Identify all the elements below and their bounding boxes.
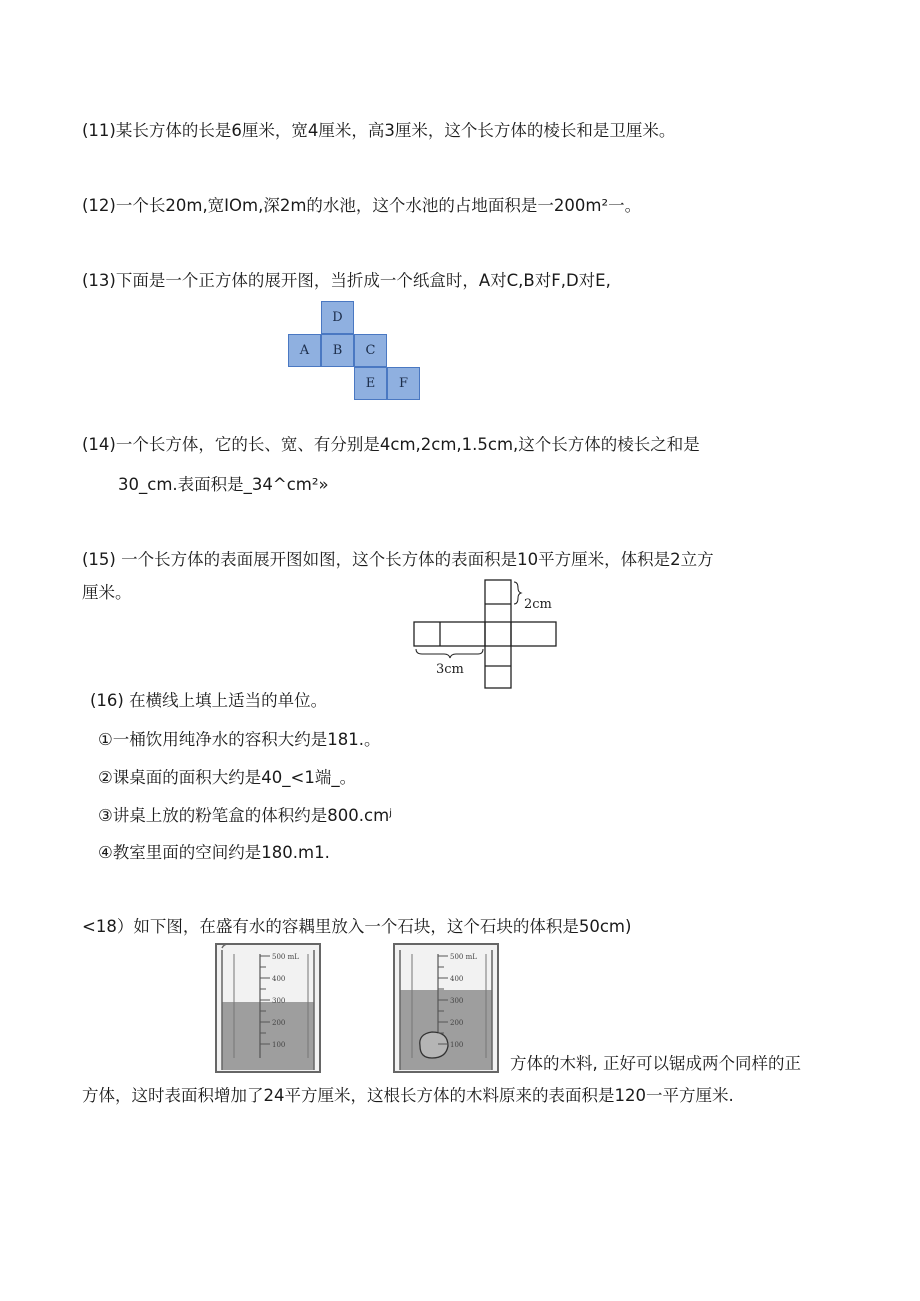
label-2cm: 2cm [524,597,552,612]
question-16-item-4: ④教室里面的空间约是180.m1. [98,843,330,862]
beaker-1-tick-400: 400 [272,975,286,983]
label-3cm: 3cm [436,662,464,677]
beaker-1-tick-100: 100 [272,1041,286,1049]
question-14-line-1: (14)一个长方体，它的长、宽、有分别是4cm,2cm,1.5cm,这个长方体的棱长之和是 [82,435,700,454]
beaker-2-tick-100: 100 [450,1041,464,1049]
question-12: (12)一个长20m,宽IOm,深2m的水池，这个水池的占地面积是一200m²一。 [82,196,642,215]
question-15-line-2: 厘米。 [82,583,132,602]
question-16-item-1: ①一桶饮用纯净水的容积大约是181.。 [98,730,381,749]
net-cell-b: B [321,334,354,367]
question-19-line-1: 方体的木料, 正好可以锯成两个同样的正 [510,1054,801,1073]
question-16-title: (16) 在横线上填上适当的单位。 [90,691,328,710]
question-16-item-3: ③讲桌上放的粉笔盒的体积约是800.cmʲ [98,806,393,825]
net-cell-d: D [321,301,354,334]
question-13: (13)下面是一个正方体的展开图，当折成一个纸盒时，A对C,B对F,D对E, [82,271,611,290]
net-cell-f: F [387,367,420,400]
stone [420,1032,448,1058]
question-19-line-2: 方体，这时表面积增加了24平方厘米，这根长方体的木料原来的表面积是120一平方厘米. [82,1086,734,1105]
question-18: <18）如下图，在盛有水的容耦里放入一个石块，这个石块的体积是50cm) [82,917,632,936]
beaker-1-tick-300: 300 [272,997,286,1005]
net-cell-e: E [354,367,387,400]
beaker-with-stone [390,940,502,1074]
box-net-figure [410,578,560,690]
beaker-2-tick-300: 300 [450,997,464,1005]
question-15-line-1: (15) 一个长方体的表面展开图如图，这个长方体的表面积是10平方厘米，体积是2立方 [82,550,714,569]
beaker-2-tick-400: 400 [450,975,464,983]
beaker-2-tick-200: 200 [450,1019,464,1027]
beaker-1-unit: 500 mL [272,953,299,961]
net-cell-c: C [354,334,387,367]
question-14-line-2: 30_cm.表面积是_34^cm²» [118,475,329,494]
beaker-2-unit: 500 mL [450,953,477,961]
question-16-item-2: ②课桌面的面积大约是40_<1端_。 [98,768,357,787]
net-cell-a: A [288,334,321,367]
beaker-1-tick-200: 200 [272,1019,286,1027]
question-11: (11)某长方体的长是6厘米，宽4厘米，高3厘米，这个长方体的棱长和是卫厘米。 [82,121,676,140]
beaker-without-stone [212,940,324,1074]
